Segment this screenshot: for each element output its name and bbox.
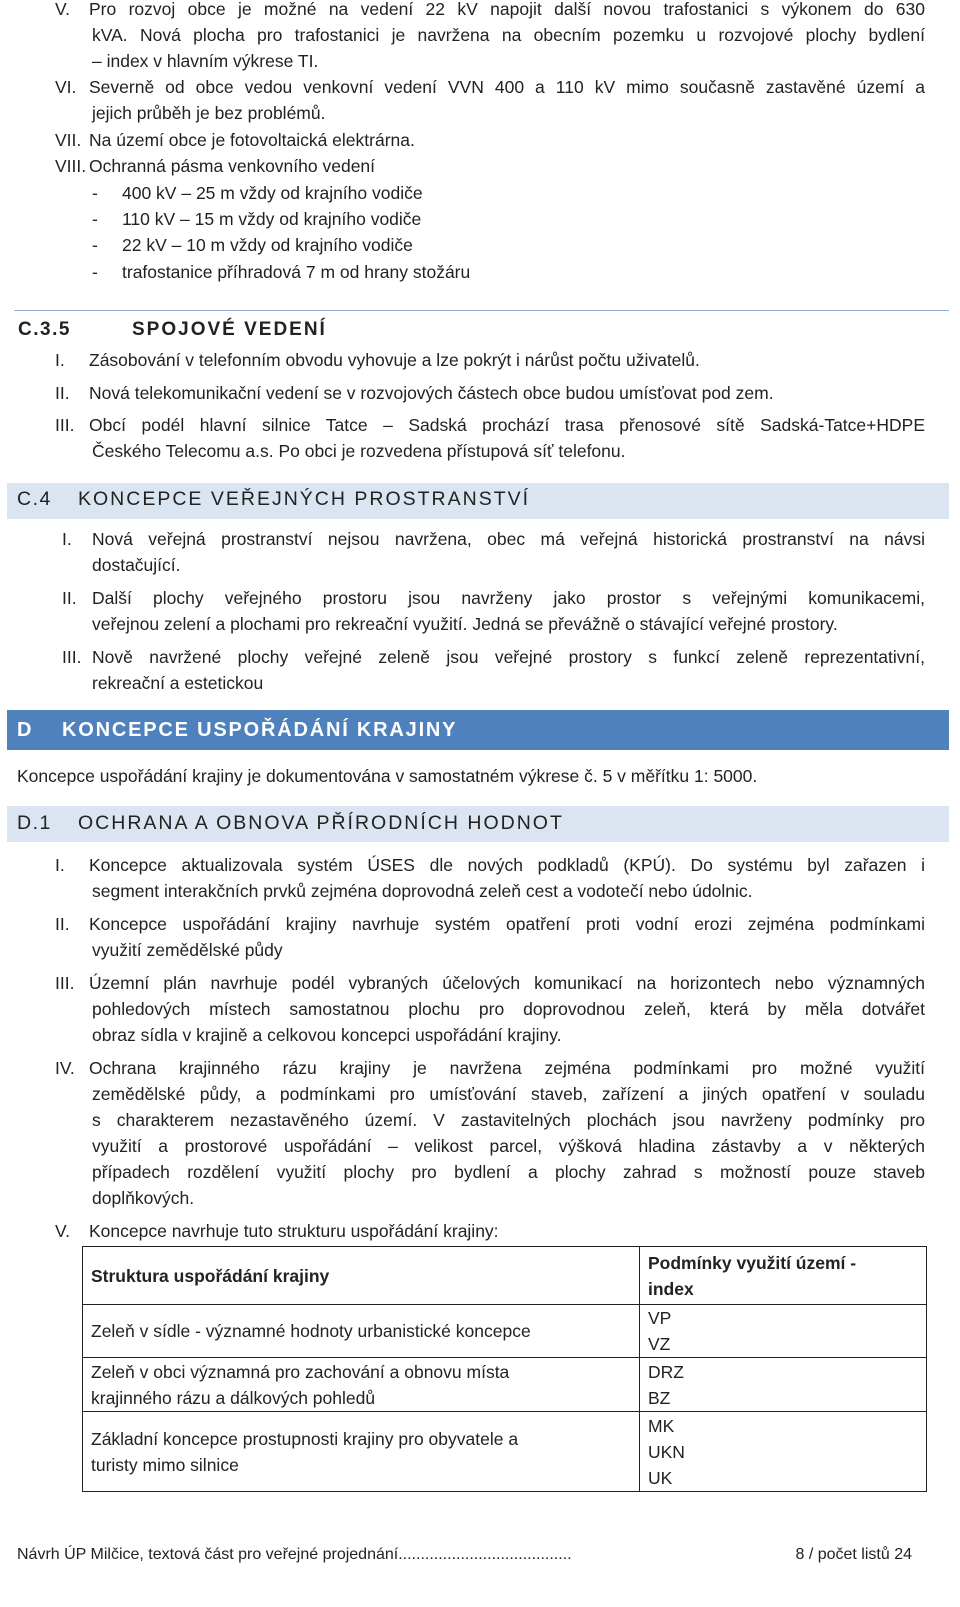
list-number: I. bbox=[55, 855, 65, 875]
table-cell-index bbox=[640, 1305, 927, 1358]
list-text-line: – index v hlavním výkrese TI. bbox=[92, 51, 319, 71]
list-number: V. bbox=[55, 0, 70, 19]
list-text-line: Obcí podél hlavní silnice Tatce – Sadská prochází trasa přenosové sítě Sadská-Tatce+HDPE bbox=[89, 415, 925, 435]
list-number: II. bbox=[55, 914, 70, 934]
chapter-code: D bbox=[17, 719, 33, 741]
list-text-line: Koncepce navrhuje tuto strukturu uspořádání krajiny: bbox=[89, 1221, 499, 1241]
list-text-line: jejich průběh je bez problémů. bbox=[92, 103, 326, 123]
section-code: C.4 bbox=[17, 488, 52, 510]
cell-line: Základní koncepce prostupnosti krajiny pro obyvatele a bbox=[91, 1428, 519, 1449]
section-heading-c4 bbox=[7, 483, 949, 519]
dash-bullet: - bbox=[92, 209, 98, 229]
chapter-intro: Koncepce uspořádání krajiny je dokumentována v samostatném výkrese č. 5 v měřítku 1: 5000. bbox=[17, 766, 758, 786]
list-text-line: případech rozdělení využití plochy pro bydlení a plochy zahrad s možností pouze staveb bbox=[92, 1162, 925, 1182]
list-text-line: Ochranná pásma venkovního vedení bbox=[89, 156, 376, 176]
cell-line: turisty mimo silnice bbox=[91, 1454, 239, 1475]
chapter-title: KONCEPCE USPOŘÁDÁNÍ KRAJINY bbox=[62, 719, 458, 741]
list-text-line: zemědělské půdy, a podmínkami pro umísťování staveb, zařízení a jiných opatření v souladu bbox=[92, 1084, 925, 1104]
list-number: VII. bbox=[55, 130, 82, 150]
list-text-line: Nová veřejná prostranství nejsou navržena, obec má veřejná historická prostranství na návsi bbox=[92, 529, 925, 549]
list-text-line: Zásobování v telefonním obvodu vyhovuje a lze pokrýt i nárůst počtu uživatelů. bbox=[89, 350, 700, 370]
list-text-line: Na území obce je fotovoltaická elektrárna. bbox=[89, 130, 415, 150]
cell-line: UKN bbox=[648, 1441, 685, 1462]
list-number: IV. bbox=[55, 1058, 75, 1078]
table-cell-index bbox=[640, 1412, 927, 1492]
dash-bullet: - bbox=[92, 262, 98, 282]
chapter-heading-d bbox=[7, 710, 949, 750]
list-text-line: kVA. Nová plocha pro trafostanici je navržena na obecním pozemku u rozvojové plochy bydlení bbox=[92, 25, 925, 45]
list-number: I. bbox=[62, 529, 72, 549]
page-footer bbox=[17, 1543, 912, 1567]
cell-line: BZ bbox=[648, 1387, 671, 1408]
protection-zone-item: 400 kV – 25 m vždy od krajního vodiče bbox=[122, 183, 423, 203]
protection-zone-item: 22 kV – 10 m vždy od krajního vodiče bbox=[122, 235, 413, 255]
table-row bbox=[83, 1305, 927, 1358]
cell-line: DRZ bbox=[648, 1361, 684, 1382]
section-title: OCHRANA A OBNOVA PŘÍRODNÍCH HODNOT bbox=[78, 812, 564, 834]
section-heading-d1 bbox=[7, 806, 949, 842]
cell-line: Zeleň v obci významná pro zachování a obnovu místa bbox=[91, 1361, 510, 1382]
list-text-line: Severně od obce vedou venkovní vedení VVN 400 a 110 kV mimo současně zastavěné území a bbox=[89, 77, 925, 97]
list-number: VIII. bbox=[55, 156, 87, 176]
list-text-line: Koncepce aktualizovala systém ÚSES dle nových podkladů (KPÚ). Do systému byl zařazen i bbox=[89, 855, 925, 875]
list-text-line: využití a prostorové uspořádání – velikost parcel, výšková hladina zástavby a v některých bbox=[92, 1136, 925, 1156]
dash-bullet: - bbox=[92, 183, 98, 203]
table-row bbox=[83, 1358, 927, 1412]
table-cell-structure bbox=[83, 1305, 640, 1358]
list-text-line: Koncepce uspořádání krajiny navrhuje systém opatření proti vodní erozi zejména podmínkami bbox=[89, 914, 925, 934]
protection-zone-item: 110 kV – 15 m vždy od krajního vodiče bbox=[122, 209, 422, 229]
list-text-line: pohledových místech samostatnou plochu pro doprovodnou zeleň, která by měla dotvářet bbox=[92, 999, 925, 1019]
footer-page-number: 8 / počet listů 24 bbox=[795, 1546, 912, 1563]
cell-line: VZ bbox=[648, 1334, 671, 1354]
section-code: C.3.5 bbox=[18, 319, 71, 340]
table-cell-index bbox=[640, 1358, 927, 1412]
list-text-line: Pro rozvoj obce je možné na vedení 22 kV napojit další novou trafostanici s výkonem do 630 bbox=[89, 0, 925, 19]
cell-line: Zeleň v sídle - významné hodnoty urbanistické koncepce bbox=[91, 1321, 531, 1341]
list-text-line: rekreační a estetickou bbox=[92, 673, 264, 693]
list-number: I. bbox=[55, 350, 65, 370]
list-text-line: Nově navržené plochy veřejné zeleně jsou veřejné prostory s funkcí zeleně reprezentativní, bbox=[92, 647, 925, 667]
list-text-line: obraz sídla v krajině a celkovou koncepci uspořádání krajiny. bbox=[92, 1025, 562, 1045]
section-title: SPOJOVÉ VEDENÍ bbox=[132, 319, 327, 340]
protection-zone-item: trafostanice příhradová 7 m od hrany stožáru bbox=[122, 262, 471, 282]
table-header-index bbox=[640, 1247, 927, 1305]
table-cell-structure bbox=[83, 1412, 640, 1492]
list-number: III. bbox=[55, 973, 75, 993]
list-text-line: s charakterem nezastavěného území. V zastavitelných plochách jsou navrženy podmínky pro bbox=[92, 1110, 925, 1130]
cell-line: MK bbox=[648, 1415, 675, 1436]
list-number: III. bbox=[62, 647, 82, 667]
list-number: VI. bbox=[55, 77, 77, 97]
landscape-structure-table bbox=[82, 1246, 927, 1492]
list-text-line: dostačující. bbox=[92, 555, 181, 575]
list-text-line: Českého Telecomu a.s. Po obci je rozvedena přístupová síť telefonu. bbox=[92, 441, 626, 461]
list-number: II. bbox=[62, 588, 77, 608]
header-line: index bbox=[648, 1278, 694, 1299]
header-line: Podmínky využití území - bbox=[648, 1252, 857, 1273]
footer-document-title: Návrh ÚP Milčice, textová část pro veřejné projednání....................................... bbox=[17, 1546, 572, 1563]
list-text-line: Nová telekomunikační vedení se v rozvojových částech obce budou umísťovat pod zem. bbox=[89, 383, 774, 403]
list-text-line: Ochrana krajinného rázu krajiny je navržena zejména podmínkami pro možné využití bbox=[89, 1058, 925, 1078]
table-header-structure: Struktura uspořádání krajiny bbox=[83, 1247, 640, 1305]
section-title: KONCEPCE VEŘEJNÝCH PROSTRANSTVÍ bbox=[78, 488, 531, 510]
table-row bbox=[83, 1412, 927, 1492]
list-number: II. bbox=[55, 383, 70, 403]
list-text-line: Další plochy veřejného prostoru jsou navrženy jako prostor s veřejnými komunikacemi, bbox=[92, 588, 925, 608]
list-text-line: využití zemědělské půdy bbox=[92, 940, 283, 960]
list-number: V. bbox=[55, 1221, 70, 1241]
cell-line: VP bbox=[648, 1308, 672, 1328]
table-header-row bbox=[83, 1247, 927, 1305]
section-heading-c35 bbox=[14, 310, 949, 347]
list-text-line: segment interakčních prvků zejména doprovodná zeleň cest a vodotečí nebo údolnic. bbox=[92, 881, 753, 901]
table-cell-structure bbox=[83, 1358, 640, 1412]
list-text-line: veřejnou zelení a plochami pro rekreační využití. Jedná se převážně o stávající veřejné prostory. bbox=[92, 614, 838, 634]
cell-line: krajinného rázu a dálkových pohledů bbox=[91, 1387, 376, 1408]
section-code: D.1 bbox=[17, 812, 52, 834]
cell-line: UK bbox=[648, 1467, 673, 1488]
list-number: III. bbox=[55, 415, 75, 435]
list-text-line: doplňkových. bbox=[92, 1188, 195, 1208]
list-text-line: Územní plán navrhuje podél vybraných účelových komunikací na horizontech nebo významných bbox=[89, 973, 925, 993]
dash-bullet: - bbox=[92, 235, 98, 255]
